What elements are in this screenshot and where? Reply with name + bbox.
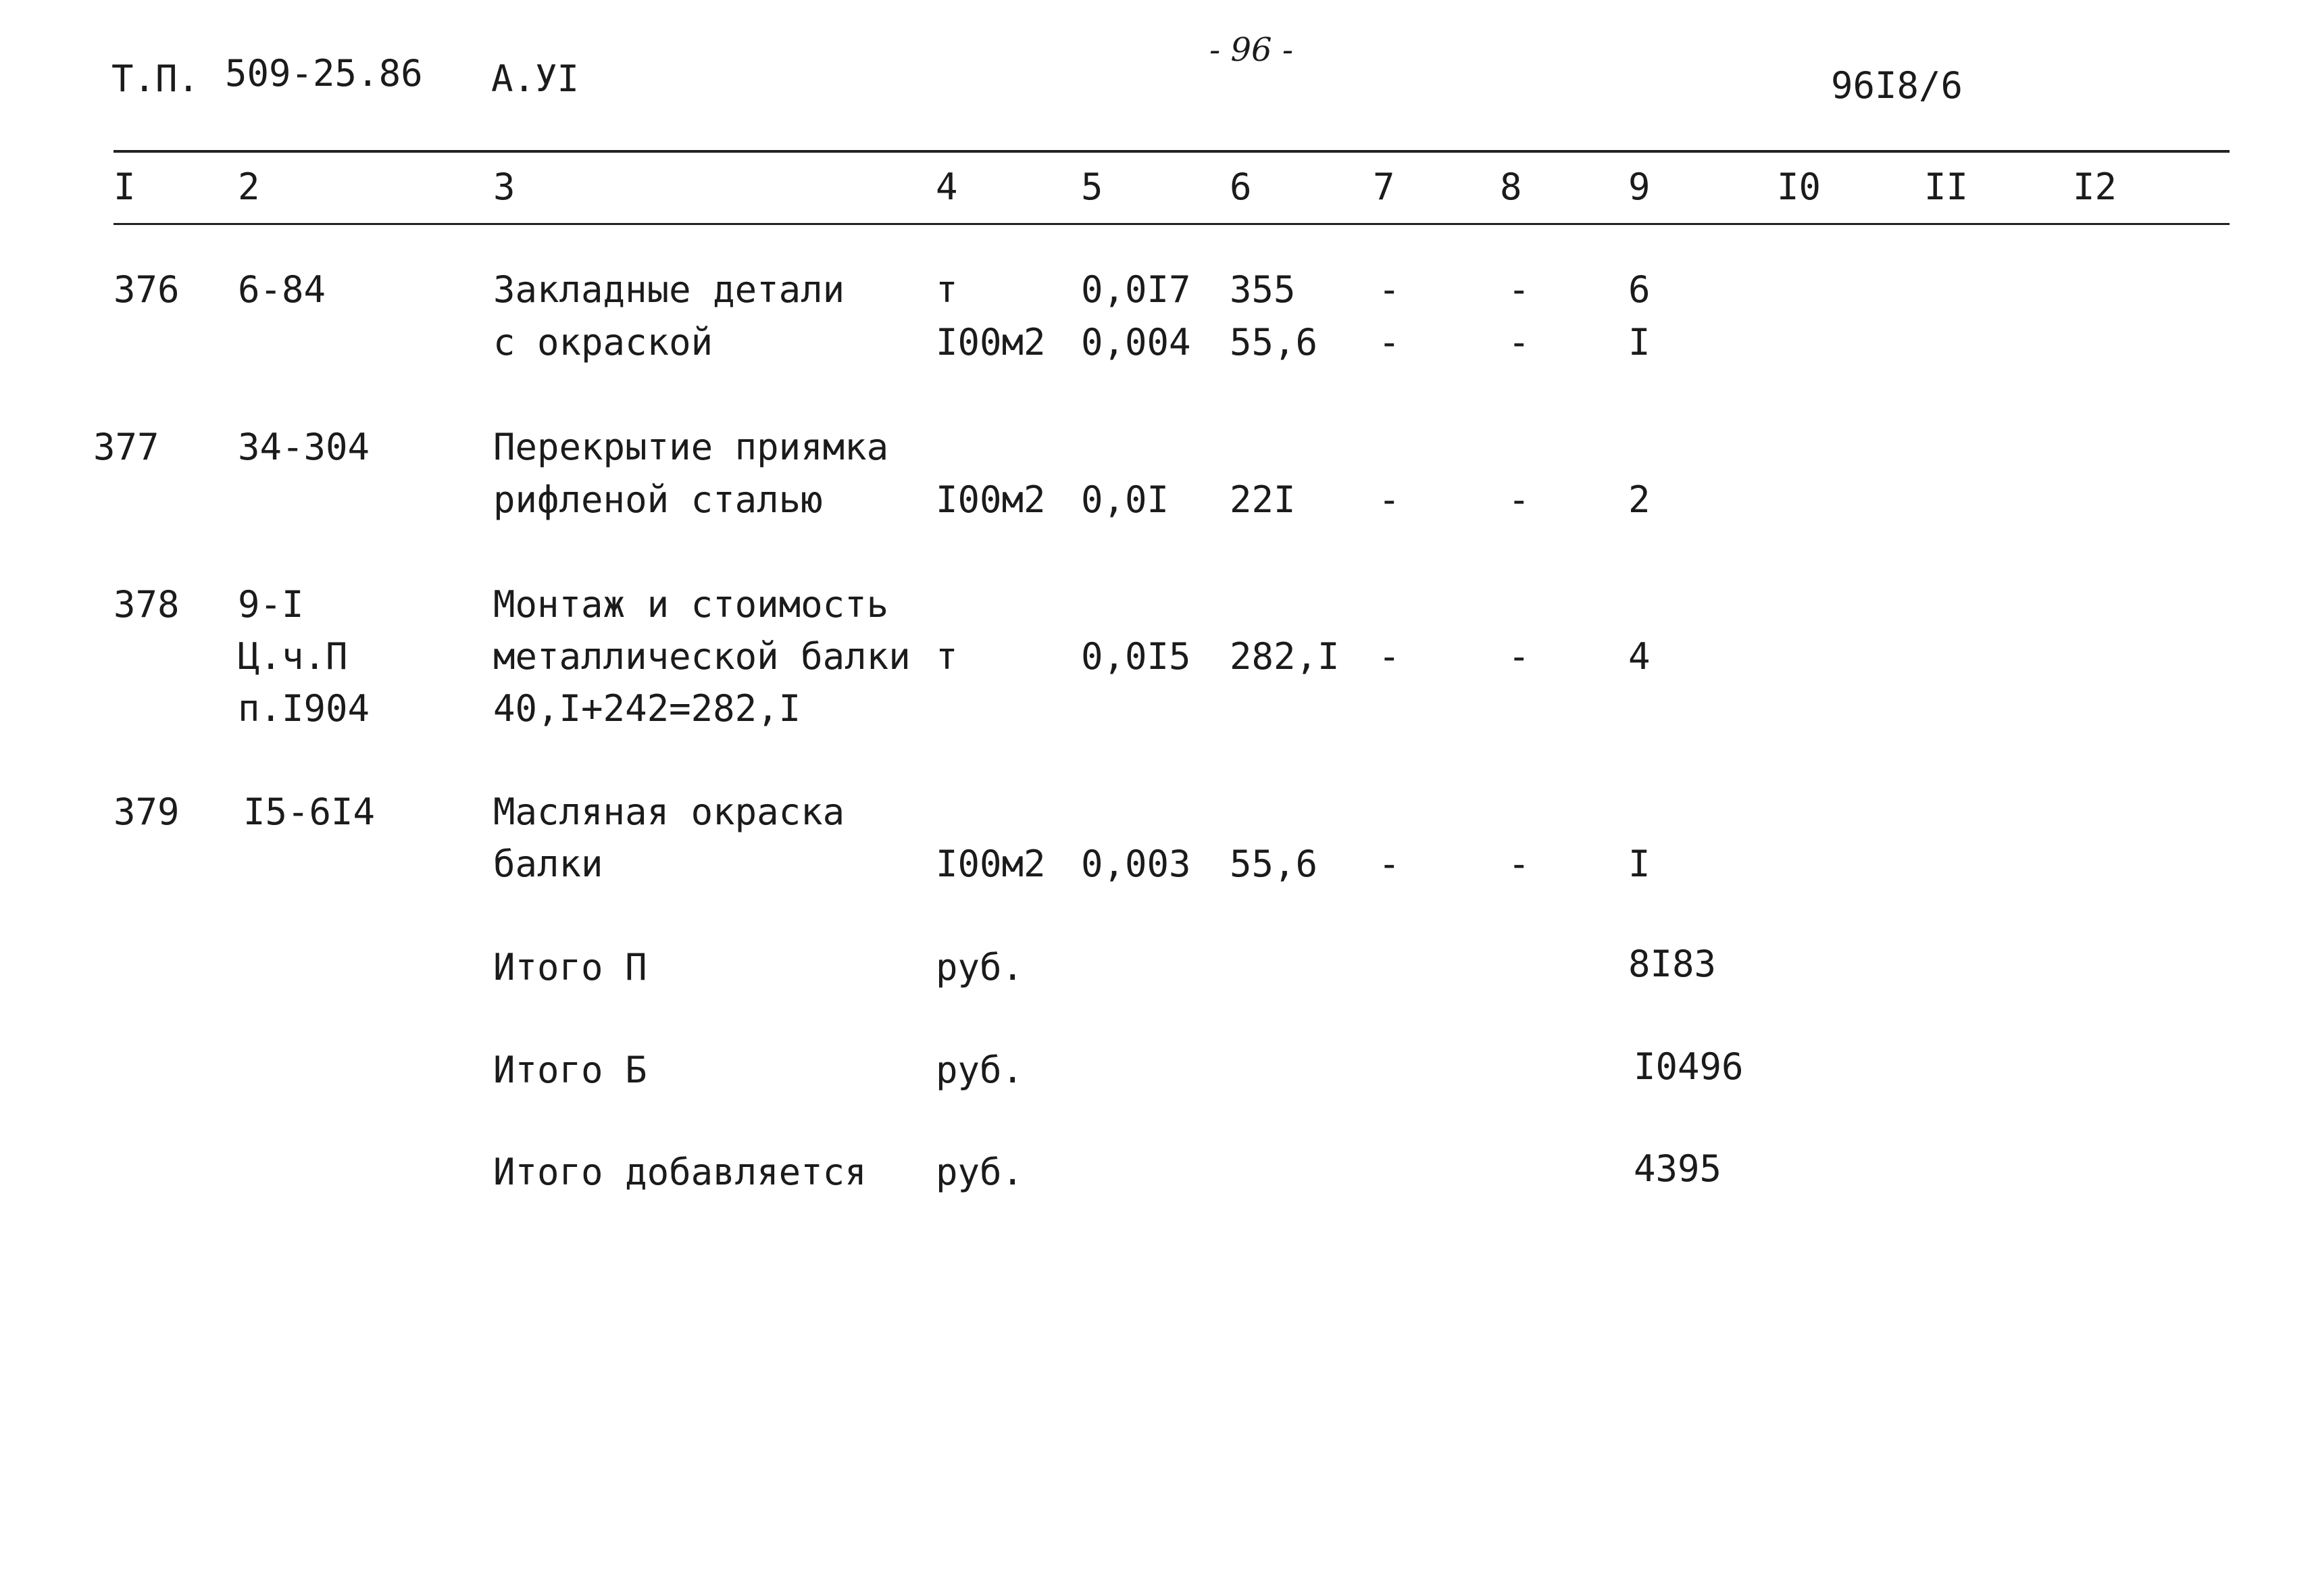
work-name: Монтаж и стоимость bbox=[493, 583, 889, 626]
unit: т bbox=[936, 268, 958, 311]
col-header-4: 4 bbox=[936, 166, 958, 208]
quantity: 0,0I bbox=[1081, 478, 1169, 521]
total-value: I0496 bbox=[1634, 1045, 1744, 1088]
col-header-3: 3 bbox=[493, 166, 515, 208]
quantity: 0,0I7 bbox=[1081, 268, 1191, 311]
row-number: 378 bbox=[114, 583, 180, 626]
col7-dash: - bbox=[1378, 478, 1401, 521]
unit-price: 55,6 bbox=[1230, 321, 1318, 364]
col9-value: 4 bbox=[1628, 635, 1651, 678]
col7-dash: - bbox=[1378, 268, 1401, 311]
col9-value: I bbox=[1628, 321, 1651, 364]
norm-code: 34-304 bbox=[238, 426, 370, 468]
col-header-5: 5 bbox=[1081, 166, 1103, 208]
album-label: А.УI bbox=[491, 57, 580, 100]
col-header-6: 6 bbox=[1230, 166, 1252, 208]
header-rule-bottom bbox=[114, 223, 2230, 225]
quantity: 0,003 bbox=[1081, 843, 1191, 885]
sheet-code: 96I8/6 bbox=[1831, 64, 1963, 107]
unit-price: 22I bbox=[1230, 478, 1296, 521]
row-number: 379 bbox=[114, 791, 180, 833]
col-header-9: 9 bbox=[1628, 166, 1651, 208]
unit: т bbox=[936, 635, 958, 678]
col-header-2: 2 bbox=[238, 166, 260, 208]
col-header-8: 8 bbox=[1500, 166, 1522, 208]
row-number: 377 bbox=[93, 426, 159, 468]
work-name: Закладные детали bbox=[493, 268, 845, 311]
col-header-7: 7 bbox=[1373, 166, 1395, 208]
total-unit: руб. bbox=[936, 1049, 1024, 1091]
norm-code: п.I904 bbox=[238, 687, 370, 730]
col8-dash: - bbox=[1508, 635, 1530, 678]
work-name: рифленой сталью bbox=[493, 478, 823, 521]
col8-dash: - bbox=[1508, 268, 1530, 311]
quantity: 0,0I5 bbox=[1081, 635, 1191, 678]
total-value: 4395 bbox=[1634, 1147, 1722, 1190]
work-name: Масляная окраска bbox=[493, 791, 845, 833]
unit-price: 282,I bbox=[1230, 635, 1340, 678]
col9-value: 2 bbox=[1628, 478, 1651, 521]
norm-code: 6-84 bbox=[238, 268, 326, 311]
total-unit: руб. bbox=[936, 946, 1024, 989]
col7-dash: - bbox=[1378, 635, 1401, 678]
col-header-1: I bbox=[114, 166, 136, 208]
col-header-10: I0 bbox=[1777, 166, 1821, 208]
col9-value: I bbox=[1628, 843, 1651, 885]
unit: I00м2 bbox=[936, 321, 1046, 364]
work-name: 40,I+242=282,I bbox=[493, 687, 801, 730]
col8-dash: - bbox=[1508, 478, 1530, 521]
row-number: 376 bbox=[114, 268, 180, 311]
work-name: с окраской bbox=[493, 321, 713, 364]
col7-dash: - bbox=[1378, 321, 1401, 364]
work-name: металлической балки bbox=[493, 635, 911, 678]
total-unit: руб. bbox=[936, 1151, 1024, 1193]
unit-price: 355 bbox=[1230, 268, 1296, 311]
total-label: Итого Б bbox=[493, 1049, 647, 1091]
norm-code: 9-I bbox=[238, 583, 304, 626]
col8-dash: - bbox=[1508, 843, 1530, 885]
unit: I00м2 bbox=[936, 843, 1046, 885]
page-number: - 96 - bbox=[1209, 31, 1294, 69]
quantity: 0,004 bbox=[1081, 321, 1191, 364]
total-label: Итого добавляется bbox=[493, 1151, 867, 1193]
work-name: Перекрытие приямка bbox=[493, 426, 889, 468]
total-label: Итого П bbox=[493, 946, 647, 989]
col8-dash: - bbox=[1508, 321, 1530, 364]
norm-code: I5-6I4 bbox=[243, 791, 376, 833]
tp-number: 509-25.86 bbox=[225, 52, 423, 95]
col-header-12: I2 bbox=[2073, 166, 2117, 208]
total-value: 8I83 bbox=[1628, 943, 1717, 985]
col7-dash: - bbox=[1378, 843, 1401, 885]
work-name: балки bbox=[493, 843, 603, 885]
col-header-11: II bbox=[1924, 166, 1969, 208]
norm-code: Ц.ч.П bbox=[238, 635, 348, 678]
tp-label: Т.П. bbox=[111, 57, 200, 100]
col9-value: 6 bbox=[1628, 268, 1651, 311]
unit-price: 55,6 bbox=[1230, 843, 1318, 885]
header-rule-top bbox=[114, 150, 2230, 153]
unit: I00м2 bbox=[936, 478, 1046, 521]
